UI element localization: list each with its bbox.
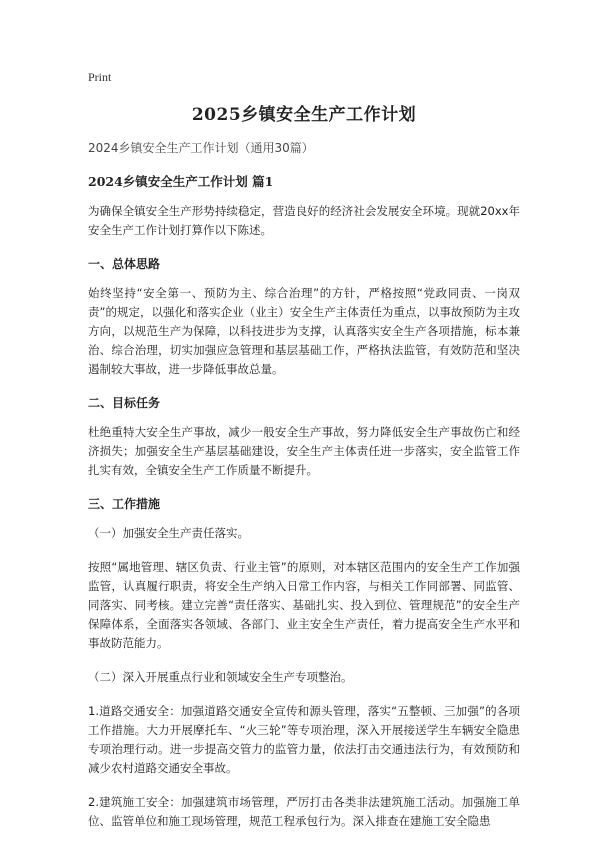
page-title: 2025乡镇安全生产工作计划 (191, 105, 417, 125)
section-title: 2024乡镇安全生产工作计划 篇1 (88, 174, 274, 189)
paragraph-road-safety: 1.道路交通安全：加强道路交通安全宣传和源头管理，落实“五整顿、三加强”的各项工作措施。大力开展摩托车、“火三轮”等专项治理，深入开展接送学生车辆安全隐患专项治理行动。进一步提高交管力的监管力量，依法打击交通违法行为，有效预防和减少农村道路交通安全事故。 (88, 704, 520, 775)
paragraph-goal: 杜绝重特大安全生产事故，减少一般安全生产事故，努力降低安全生产事故伤亡和经济损失；加强安全生产基层基础建设，安全生产主体责任进一步落实，安全监管工作扎实有效，全镇安全生产工作质量不断提升。 (88, 425, 520, 477)
subheading-special-rectification: （二）深入开展重点行业和领域安全生产专项整治。 (88, 670, 353, 684)
paragraph-construction-safety: 2.建筑施工安全：加强建筑市场管理，严厉打击各类非法建筑施工活动。加强施工单位、监管单位和施工现场管理，规范工程承包行为。深入排查在建施工安全隐患 (88, 795, 520, 828)
paragraph-overall: 始终坚持“安全第一、预防为主、综合治理”的方针，严格按照“党政同责、一岗双责”的规定，以强化和落实企业（业主）安全生产主体责任为重点，以事故预防为主攻方向，以规范生产为保障，以科技进步为支撑，认真落实安全生产各项措施，标本兼治、综合治理，切实加强应急管理和基层基础工作，严格执法监管，有效防范和坚决遏制较大事故，进一步降低事故总量。 (88, 286, 520, 376)
heading-overall: 一、总体思路 (88, 257, 161, 271)
print-link[interactable]: Print (88, 70, 112, 84)
document-subtitle: 2024乡镇安全生产工作计划（通用30篇） (88, 141, 314, 155)
document-body (88, 100, 520, 846)
heading-goal: 二、目标任务 (88, 396, 161, 410)
intro-paragraph: 为确保全镇安全生产形势持续稳定，营造良好的经济社会发展安全环境。现就20xx年安全生产工作计划打算作以下陈述。 (88, 204, 520, 237)
subheading-responsibility: （一）加强安全生产责任落实。 (88, 526, 249, 540)
paragraph-responsibility: 按照“属地管理、辖区负责、行业主管”的原则，对本辖区范围内的安全生产工作加强监管，认真履行职责，将安全生产纳入日常工作内容，与相关工作同部署、同监管、同落实、同考核。建立完善“责任落实、基础扎实、投入到位、管理规范”的安全生产保障体系，全面落实各领域、各部门、业主安全生产责任，着力提高安全生产水平和事故防范能力。 (88, 560, 520, 650)
heading-measures: 三、工作措施 (88, 497, 161, 511)
